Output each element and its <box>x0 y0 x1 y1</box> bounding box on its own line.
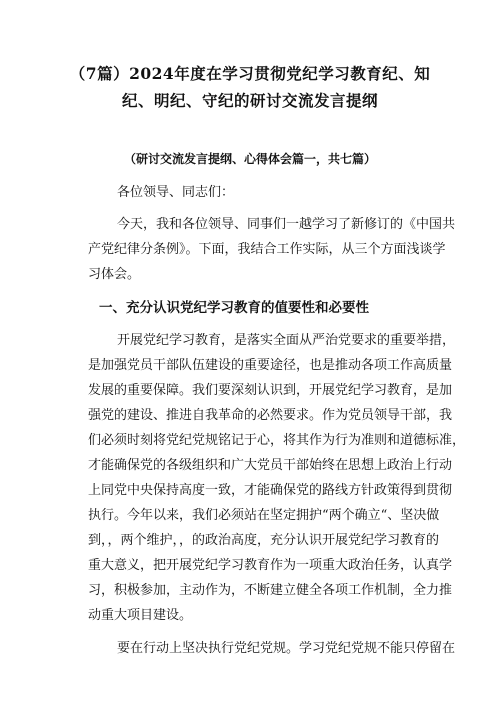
intro-line-2: 产党纪律分条例》。下面，我结合工作实际，从三个方面浅谈学 <box>88 242 446 257</box>
intro-line-1: 今天，我和各位领导、同事们一越学习了新修订的《中国共 <box>117 217 456 232</box>
intro-line-3: 习体会。 <box>88 267 141 282</box>
document-title-line-2: 纪、明纪、守纪的研讨交流发言提纲 <box>121 91 378 110</box>
document-subtitle: （研讨交流发言提纲、心得体会篇一，共七篇） <box>123 152 376 166</box>
section-1-line-8: 执行。今年以来，我们必须站在坚定拥护“两个确立“、坚决做 <box>88 508 440 523</box>
section-1-line-11: 习，积极参加，主动作为，不断建立健全各项工作机制，全力推 <box>88 583 453 598</box>
section-1-line-1: 开展党纪学习教育，是落实全面从严治党要求的重要举措， <box>117 333 456 348</box>
section-1-heading: 一、充分认识党纪学习教育的值要性和必要性 <box>99 300 369 316</box>
section-1-line-12: 动重大项目建设。 <box>88 608 193 623</box>
section-1-line-4: 强党的建设、推进自我革命的必然要求。作为党员领导干部，我 <box>88 408 453 423</box>
section-1-line-10: 重大意义，把开展党纪学习教育作为一项重大政治任务，认真学 <box>88 558 453 573</box>
greeting: 各位领导、同志们： <box>117 185 235 200</box>
section-1-line-9: 到，，两个维护，，的政治高度，充分认识开展党纪学习教育的 <box>88 533 440 548</box>
section-1-line-6: 才能确保党的各级组织和广大党员干部始终在思想上政治上行动 <box>88 458 453 473</box>
section-2-line-1: 要在行动上坚决执行党纪党规。学习党纪党规不能只停留在 <box>117 641 456 656</box>
section-1-line-2: 是加强党员干部队伍建设的重要途径，也是推动各项工作高质量 <box>88 358 453 373</box>
document-title-line-1: （7篇）2024年度在学习贯彻党纪学习教育纪、知 <box>69 64 431 83</box>
section-1-line-3: 发展的重要保障。我们要深刻认识到，开展党纪学习教育，是加 <box>88 383 453 398</box>
section-1-line-7: 上同党中央保持高度一致，才能确保党的路线方针政策得到贯彻 <box>88 483 453 498</box>
section-1-line-5: 们必须时刻将党纪党规铭记于心，将其作为行为准则和道德标准， <box>88 433 466 448</box>
